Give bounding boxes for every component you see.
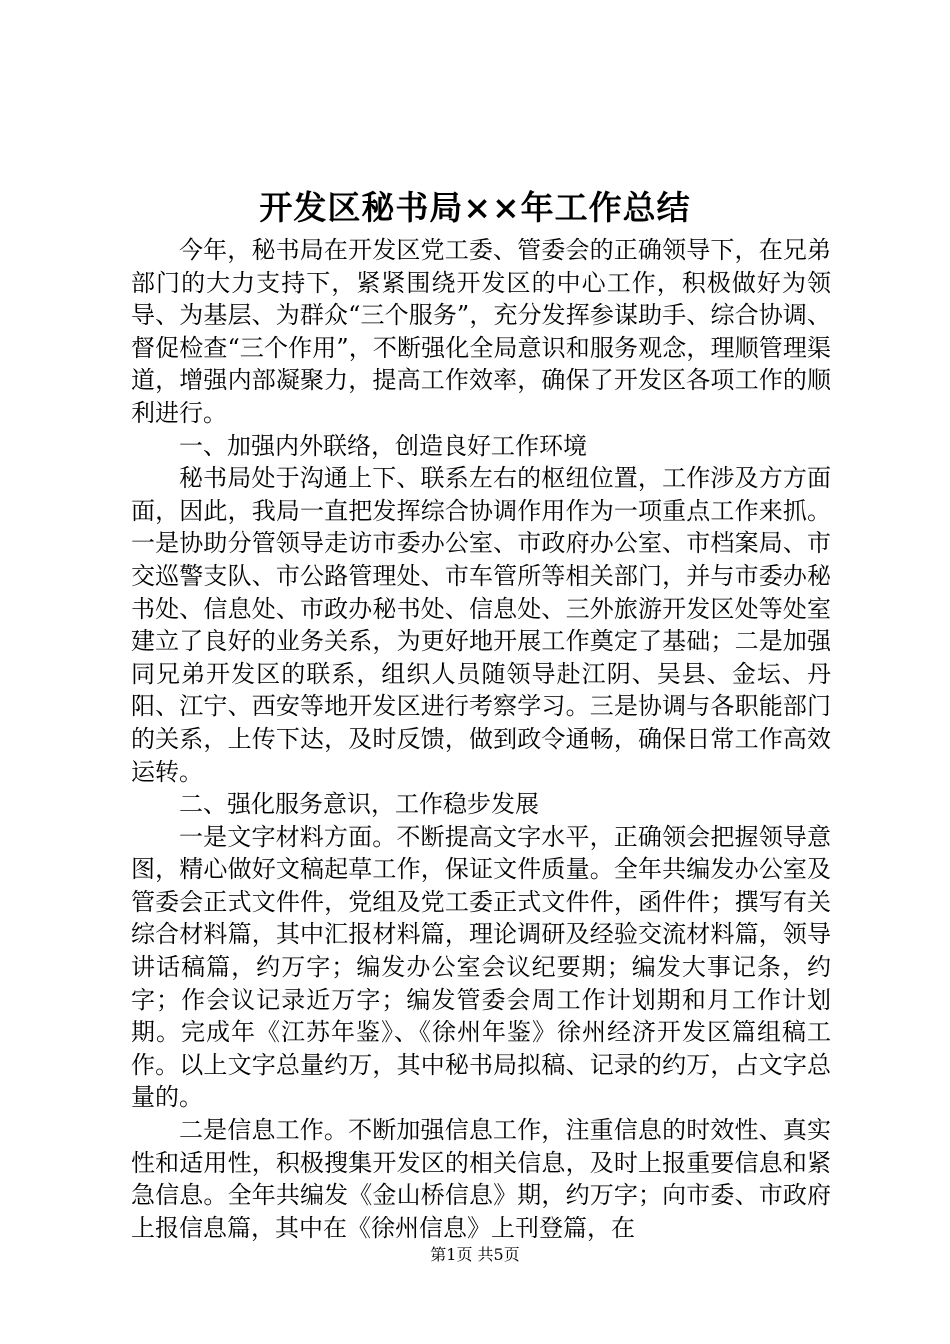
document-body <box>131 234 831 1244</box>
intro-paragraph: 今年，秘书局在开发区党工委、管委会的正确领导下，在兄弟部门的大力支持下，紧紧围绕开发区的中心工作，积极做好为领导、为基层、为群众“三个服务”，充分发挥参谋助手、综合协调、督促检查“三个作用”，不断强化全局意识和服务观念，理顺管理渠道，增强内部凝聚力，提高工作效率，确保了开发区各项工作的顺利进行。 <box>131 236 831 427</box>
section-heading-1: 一、加强内外联络，创造良好工作环境 <box>179 431 587 460</box>
page-number-footer: 第1页 共5页 <box>430 1245 520 1264</box>
section-2-paragraph-1: 一是文字材料方面。不断提高文字水平，正确领会把握领导意图，精心做好文稿起草工作，保证文件质量。全年共编发办公室及管委会正式文件件，党组及党工委正式文件件，函件件；撰写有关综合材料篇，其中汇报材料篇，理论调研及经验交流材料篇，领导讲话稿篇，约万字；编发办公室会议纪要期；编发大事记条，约字；作会议记录近万字；编发管委会周工作计划期和月工作计划期。完成年《江苏年鉴》、《徐州年鉴》徐州经济开发区篇组稿工作。以上文字总量约万，其中秘书局拟稿、记录的约万，占文字总量的。 <box>131 822 831 1112</box>
section-1-paragraph: 秘书局处于沟通上下、联系左右的枢纽位置，工作涉及方方面面，因此，我局一直把发挥综合协调作用作为一项重点工作来抓。一是协助分管领导走访市委办公室、市政府办公室、市档案局、市交巡警支队、市公路管理处、市车管所等相关部门，并与市委办秘书处、信息处、市政办秘书处、信息处、三外旅游开发区处等处室建立了良好的业务关系，为更好地开展工作奠定了基础；二是加强同兄弟开发区的联系，组织人员随领导赴江阴、吴县、金坛、丹阳、江宁、西安等地开发区进行考察学习。三是协调与各职能部门的关系，上传下达，及时反馈，做到政令通畅，确保日常工作高效运转。 <box>131 464 831 786</box>
page-title: 开发区秘书局××年工作总结 <box>259 188 691 227</box>
section-2-paragraph-2: 二是信息工作。不断加强信息工作，注重信息的时效性、真实性和适用性，积极搜集开发区的相关信息，及时上报重要信息和紧急信息。全年共编发《金山桥信息》期，约万字；向市委、市政府上报信息篇，其中在《徐州信息》上刊登篇，在 <box>131 1116 831 1242</box>
section-heading-2: 二、强化服务意识，工作稳步发展 <box>179 790 539 819</box>
